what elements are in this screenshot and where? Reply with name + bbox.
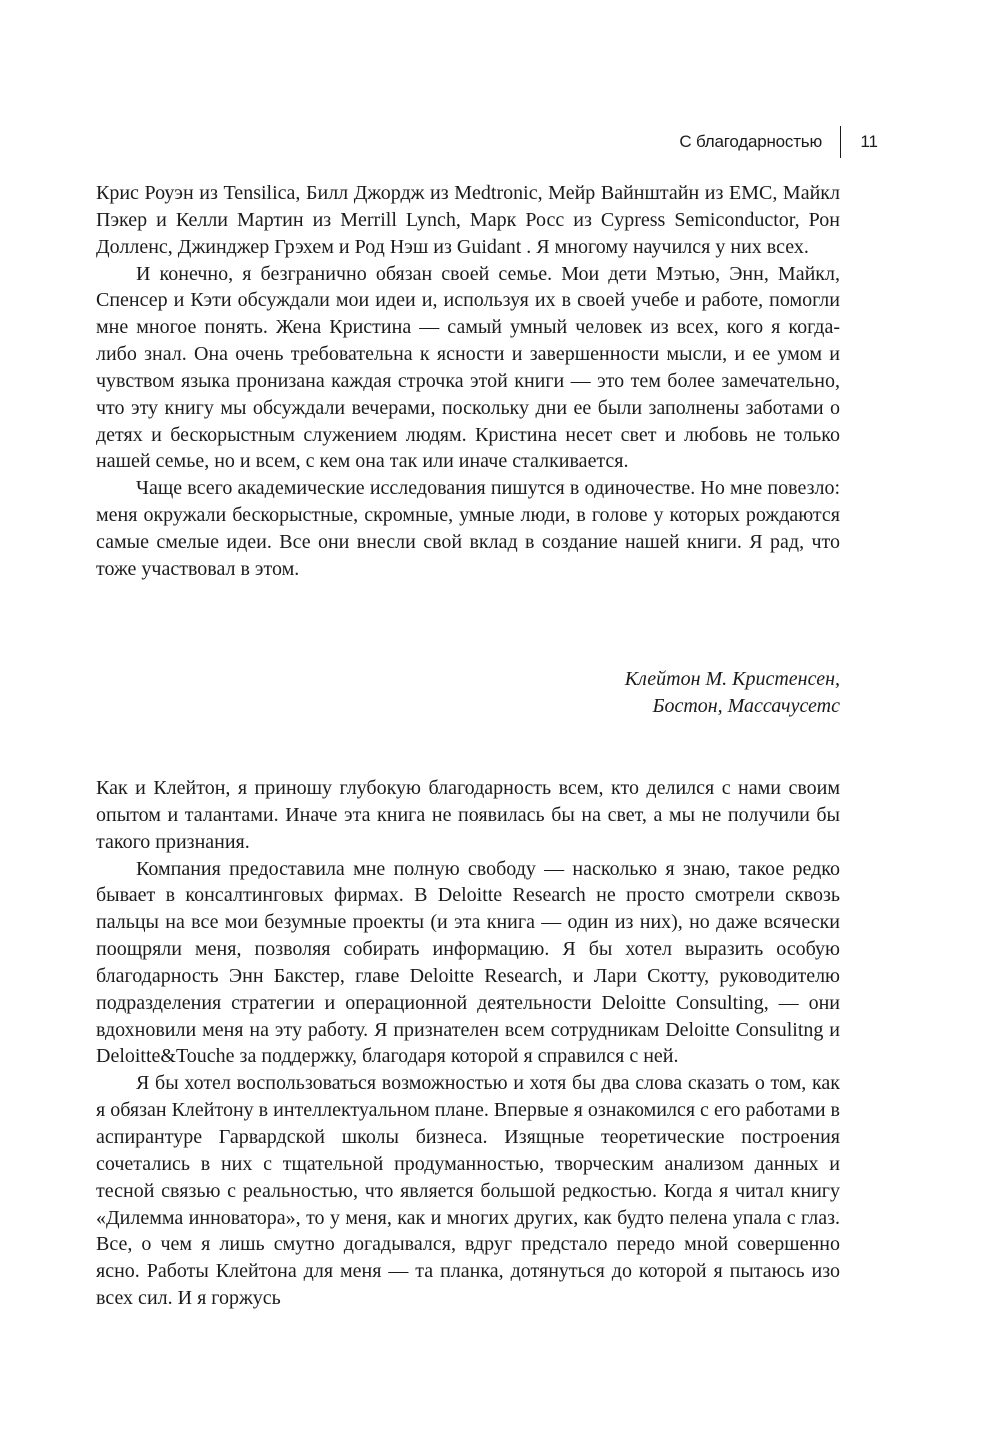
header-divider <box>840 126 841 158</box>
acknowledgments-section-1 <box>96 180 840 583</box>
paragraph: Чаще всего академические исследования пишутся в одиночестве. Но мне повезло: меня окружали бескорыстные, скромные, умные люди, в голове у которых рождаются самые смелые идеи. Все они внесли свой вклад в создание нашей книги. Я рад, что тоже участвовал в этом. <box>96 477 840 580</box>
paragraph: Как и Клейтон, я приношу глубокую благодарность всем, кто делился с нами своим опытом и талантами. Иначе эта книга не появилась бы на свет, а мы не получили бы такого признания. <box>96 777 840 853</box>
paragraph: И конечно, я безгранично обязан своей семье. Мои дети Мэтью, Энн, Майкл, Спенсер и Кэти обсуждали мои идеи и, используя их в своей учебе и работе, помогли мне многое понять. Жена Кристина — самый умный человек из всех, кого я когда-либо знал. Она очень требовательна к ясности и завершенности мысли, и ее умом и чувством языка пронизана каждая строчка этой книги — это тем более замечательно, что эту книгу мы обсуждали вечерами, поскольку дни ее были заполнены заботами о детях и бескорыстным служением людям. Кристина несет свет и любовь не только нашей семье, но и всем, с кем она так или иначе сталкивается. <box>96 262 840 473</box>
acknowledgments-section-2 <box>96 775 840 1312</box>
paragraph: Компания предоставила мне полную свободу — насколько я знаю, такое редко бывает в консалтинговых фирмах. В Deloitte Research не просто смотрели сквозь пальцы на все мои безумные проекты (и эта книга — один из них), но даже всячески поощряли меня, позволяя собирать информацию. Я бы хотел выразить особую благодарность Энн Бакстер, главе Deloitte Research, и Лари Скотту, руководителю подразделения стратегии и операционной деятельности Deloitte Consulting, — они вдохновили меня на эту работу. Я признателен всем сотрудникам Deloitte Consulitng и Deloitte&Touche за поддержку, благодаря которой я справился с ней. <box>96 857 840 1068</box>
signature-place: Бостон, Массачусетс <box>652 695 840 717</box>
signature-block <box>96 666 840 720</box>
paragraph: Я бы хотел воспользоваться возможностью и хотя бы два слова сказать о том, как я обязан Клейтону в интеллектуальном плане. Впервые я ознакомился с его работами в аспирантуре Гарвардской школы бизнеса. Изящные теоретические построения сочетались в них с тщательной продуманностью, творческим анализом данных и тесной связью с реальностью, что является большой редкостью. Когда я читал книгу «Дилемма инноватора», то у меня, как и многих других, как будто пелена упала с глаз. Все, о чем я лишь смутно догадывался, вдруг предстало передо мной совершенно ясно. Работы Клейтона для меня — та планка, дотянуться до которой я пытаюсь изо всех сил. И я горжусь <box>96 1072 840 1310</box>
signature-name: Клейтон М. Кристенсен, <box>624 668 840 690</box>
chapter-title: С благодарностью <box>679 132 822 151</box>
paragraph: Крис Роуэн из Tensilica, Билл Джордж из Medtronic, Мейр Вайнштайн из EMC, Майкл Пэкер и Келли Мартин из Merrill Lynch, Марк Росс из Cypress Semiconductor, Рон Долленс, Джинджер Грэхем и Род Нэш из Guidant . Я многому научился у них всех. <box>96 182 840 258</box>
page-number: 11 <box>860 132 878 151</box>
running-head <box>0 130 878 160</box>
